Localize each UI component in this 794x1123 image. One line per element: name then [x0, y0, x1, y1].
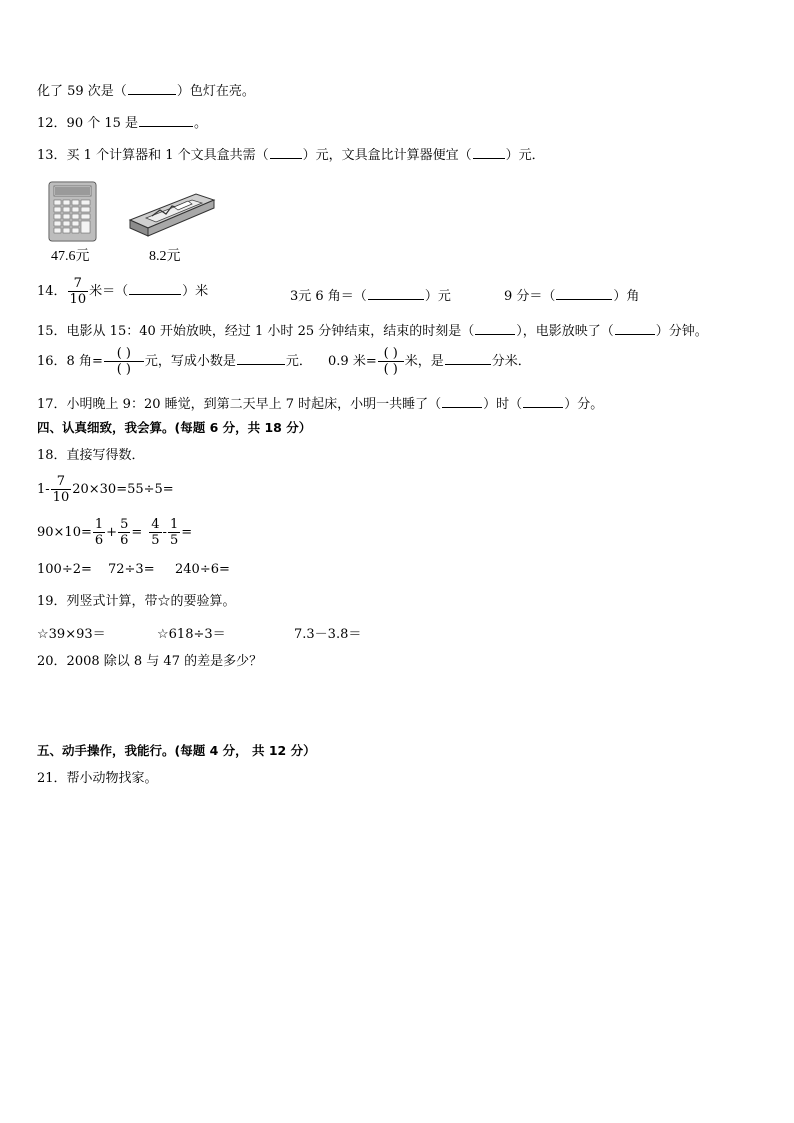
- calculator-image: [48, 181, 98, 243]
- q16-frac1-num[interactable]: ( ): [104, 346, 144, 362]
- q18-r2-eq2: =: [181, 525, 193, 540]
- q21-number: 21．: [37, 771, 67, 786]
- q20-number: 20．: [37, 654, 67, 669]
- q18-r3-c: 240÷6=: [175, 562, 230, 577]
- q18-r2-f1-num: 1: [94, 517, 104, 532]
- q16-b: 0.9 米=: [328, 354, 377, 369]
- q16-a-unit: 元，写成小数是: [144, 354, 236, 369]
- q18-r2-f2-den: 6: [120, 533, 129, 548]
- q16-a-end: 元．: [285, 354, 312, 369]
- q19-a: ☆39×93＝: [37, 627, 106, 642]
- q12-text: 90 个 15 是: [66, 116, 139, 131]
- q17-line: [37, 395, 603, 414]
- q17-text-b: ）时（: [483, 397, 523, 412]
- q21-text: 帮小动物找家。: [66, 771, 158, 786]
- q15-line: [37, 322, 708, 341]
- q14-line: [37, 276, 208, 307]
- q17-text-c: ）分。: [564, 397, 604, 412]
- q15-number: 15．: [37, 324, 67, 339]
- q12-number: 12．: [37, 116, 67, 131]
- q16-frac1-den[interactable]: ( ): [116, 362, 131, 377]
- q18-number: 18．: [37, 448, 67, 463]
- pencil-box-image: [126, 188, 218, 240]
- q14-frac-num: 7: [68, 276, 89, 292]
- q18-r1-a: 1-: [37, 482, 50, 497]
- q14-blank-2[interactable]: [368, 287, 424, 300]
- q14-blank-3[interactable]: [556, 287, 612, 300]
- q18-r2-a: 90×10=: [37, 525, 92, 540]
- q18-r2-f3-num: 4: [151, 517, 160, 532]
- q16-a: 8 角=: [66, 354, 103, 369]
- q16-b-unit: 米，是: [404, 354, 444, 369]
- q16-blank-2[interactable]: [445, 352, 491, 365]
- q19-line: [37, 593, 236, 611]
- q12-end: 。: [194, 116, 208, 131]
- q15-blank-2[interactable]: [615, 322, 655, 335]
- q18-r1-den: 10: [52, 490, 70, 505]
- q18-r2-frac-4: [168, 517, 180, 548]
- q17-blank-2[interactable]: [523, 395, 563, 408]
- q18-r2-eq: =: [131, 525, 143, 540]
- calculator-price: 47.6元: [51, 249, 90, 264]
- q18-row-2: [37, 517, 192, 548]
- q18-r2-f4-num: 1: [169, 517, 179, 532]
- q18-r1-b: 20×30=: [72, 482, 128, 497]
- q11-blank[interactable]: [128, 82, 176, 95]
- q18-r2-f4-den: 5: [169, 533, 179, 548]
- q18-r2-f3-den: 5: [151, 533, 160, 548]
- q11-text-b: ）色灯在亮。: [176, 84, 255, 99]
- q18-r2-op1: +: [106, 525, 118, 540]
- q18-row-1: [37, 474, 174, 505]
- q18-r2-frac-1: [93, 517, 105, 548]
- q16-fraction-2: [378, 346, 404, 377]
- q13-number: 13．: [37, 148, 67, 163]
- q14-number: 14．: [37, 284, 67, 299]
- q13-text-a: 买 1 个计算器和 1 个文具盒共需（: [66, 148, 269, 163]
- q17-text-a: 小明晚上 9：20 睡觉，到第二天早上 7 时起床，小明一共睡了（: [66, 397, 442, 412]
- q15-text-a: 电影从 15：40 开始放映，经过 1 小时 25 分钟结束，结束的时刻是（: [66, 324, 475, 339]
- q16-frac2-den[interactable]: ( ): [383, 362, 398, 377]
- q13-blank-2[interactable]: [473, 146, 505, 159]
- q19-number: 19．: [37, 594, 67, 609]
- q14-c-unit: ）角: [613, 289, 640, 304]
- q18-r2-op2: -: [162, 525, 167, 540]
- q15-text-b: ），电影放映了（: [516, 324, 614, 339]
- q13-line: [37, 146, 545, 165]
- q18-r2-f1-den: 6: [94, 533, 104, 548]
- q17-blank-1[interactable]: [442, 395, 482, 408]
- q18-r2-f2-num: 5: [120, 517, 129, 532]
- q13-blank-1[interactable]: [270, 146, 302, 159]
- section-5-title: 五、动手操作，我能行。(每题 4 分， 共 12 分）: [37, 743, 316, 758]
- q14-frac-den: 10: [69, 292, 87, 307]
- q18-r1-c: 55÷5=: [127, 482, 174, 497]
- q14-b-text: 3元 6 角＝（: [290, 289, 367, 304]
- q15-blank-1[interactable]: [475, 322, 515, 335]
- q18-r2-frac-2: [118, 517, 130, 548]
- q11-text-a: 化了 59 次是（: [37, 84, 127, 99]
- q18-line: [37, 447, 145, 465]
- q14-b-unit: ）元: [424, 289, 451, 304]
- q16-b-end: 分米．: [491, 354, 531, 369]
- q16-number: 16．: [37, 354, 67, 369]
- pencil-box-price: 8.2元: [149, 249, 181, 264]
- q20-line: [37, 653, 262, 671]
- q13-text-b: ）元，文具盒比计算器便宜（: [302, 148, 472, 163]
- q13-text-c: ）元．: [505, 148, 545, 163]
- q11-line: [37, 82, 255, 101]
- q19-b: ☆618÷3＝: [157, 627, 226, 642]
- q18-r3-a: 100÷2=: [37, 562, 92, 577]
- q18-r2-frac-3: [149, 517, 161, 548]
- q14-fraction: [68, 276, 89, 307]
- q19-text: 列竖式计算，带☆的要验算。: [66, 594, 236, 609]
- q12-line: [37, 114, 207, 133]
- q19-c: 7.3－3.8＝: [294, 627, 362, 642]
- section-4-title: 四、认真细致，我会算。(每题 6 分，共 18 分）: [37, 420, 312, 435]
- q14-c: [504, 285, 639, 304]
- q16-blank-1[interactable]: [237, 352, 285, 365]
- q21-line: [37, 770, 158, 788]
- q18-r1-fraction: [51, 474, 72, 505]
- q14-a-unit: ）米: [182, 284, 209, 299]
- q16-line: [37, 346, 531, 377]
- q14-a-text: 米＝（: [89, 284, 129, 299]
- q14-blank-1[interactable]: [129, 282, 181, 295]
- q14-c-text: 9 分＝（: [504, 289, 556, 304]
- q18-text: 直接写得数．: [66, 448, 145, 463]
- q18-r1-num: 7: [51, 474, 72, 490]
- q14-b: [290, 285, 451, 304]
- q18-r3-b: 72÷3=: [108, 562, 155, 577]
- q16-frac2-num[interactable]: ( ): [378, 346, 404, 362]
- q15-text-c: ）分钟。: [655, 324, 708, 339]
- q12-blank[interactable]: [139, 114, 193, 127]
- q16-fraction-1: [104, 346, 144, 377]
- q20-text: 2008 除以 8 与 47 的差是多少？: [66, 654, 263, 669]
- q17-number: 17．: [37, 397, 67, 412]
